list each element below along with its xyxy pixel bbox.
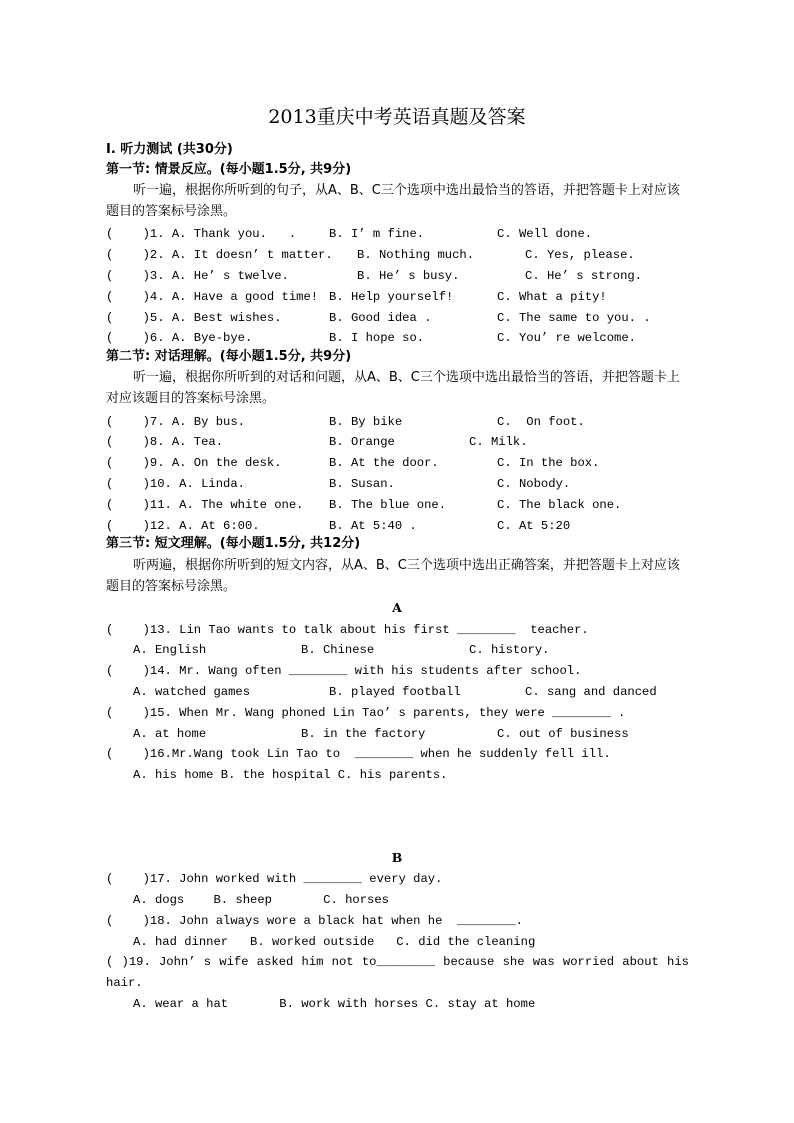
section-heading: 第二节: 对话理解。(每小题1.5分, 共9分) (106, 349, 352, 364)
question-option-c: C. On foot. (497, 415, 585, 429)
question-option-a: A. English (133, 643, 207, 657)
question-row (106, 682, 706, 702)
question-stem (106, 744, 706, 764)
instruction-text: 听一遍，根据你所听到的句子，从A、B、C三个选项中选出最恰当的答语，并把答题卡上对应该题目的答案标号涂黑。 (106, 183, 680, 219)
question-option-a: A. at home (133, 727, 207, 741)
passage-label-a: A (392, 600, 402, 615)
question-option-b: B. in the factory (301, 727, 426, 741)
question-option-a: ( )4. A. Have a good time! (106, 290, 319, 304)
question-option-c: C. Nobody. (497, 477, 571, 491)
question-option-a: ( )10. A. Linda. (106, 477, 245, 491)
question-option-c: C. In the box. (497, 456, 600, 470)
question-row (106, 453, 706, 473)
question-stem-text: ( )18. John always wore a black hat when he ________. (106, 914, 523, 928)
question-option-c: C. Well done. (497, 227, 593, 241)
part-heading: I. 听力测试 (共30分) (106, 142, 233, 157)
question-option-a: ( )1. A. Thank you. . (106, 227, 297, 241)
question-option-b: B. I’ m fine. (329, 227, 425, 241)
question-row (106, 640, 706, 660)
question-row (106, 890, 706, 910)
question-option-c: C. Yes, please. (525, 248, 635, 262)
question-option-b: B. I hope so. (329, 331, 425, 345)
question-row (106, 495, 706, 515)
instruction-text: 听两遍，根据你所听到的短文内容，从A、B、C三个选项中选出正确答案，并把答题卡上对应该题目的答案标号涂黑。 (106, 558, 680, 594)
question-option-c: C. Milk. (469, 435, 528, 449)
question-row (106, 432, 706, 452)
question-option-a: ( )8. A. Tea. (106, 435, 224, 449)
question-stem-text: ( )13. Lin Tao wants to talk about his first ________ teacher. (106, 623, 589, 637)
question-stem-text: ( )19. John’ s wife asked him not to________ because she was worried about his hair. (106, 955, 689, 990)
question-option-b: B. Good idea . (329, 311, 432, 325)
question-stem (106, 869, 706, 889)
question-option-c: C. You’ re welcome. (497, 331, 636, 345)
question-option-a: ( )12. A. At 6:00. (106, 519, 260, 533)
instruction-text: 听一遍，根据你所听到的对话和问题，从A、B、C三个选项中选出最恰当的答语，并把答题卡上对应该题目的答案标号涂黑。 (106, 370, 680, 406)
passage-label-b: B (391, 850, 403, 865)
section-heading: 第三节: 短文理解。(每小题1.5分, 共12分) (106, 536, 361, 551)
question-option-c: C. out of business (497, 727, 629, 741)
section-heading: 第一节: 情景反应。(每小题1.5分, 共9分) (106, 162, 352, 177)
question-option-b: B. played football (329, 685, 461, 699)
question-option-b: B. Help yourself! (329, 290, 454, 304)
question-options: A. his home B. the hospital C. his parents. (133, 768, 448, 782)
question-option-c: C. He’ s strong. (525, 269, 643, 283)
question-row (106, 308, 706, 328)
question-row (106, 994, 706, 1014)
question-row (106, 245, 706, 265)
question-option-a: ( )2. A. It doesn’ t matter. (106, 248, 333, 262)
question-option-c: C. sang and danced (525, 685, 657, 699)
question-option-b: B. Susan. (329, 477, 395, 491)
question-row (106, 328, 706, 348)
question-stem (106, 661, 706, 681)
question-row (106, 266, 706, 286)
question-option-a: ( )3. A. He’ s twelve. (106, 269, 289, 283)
question-option-c: C. history. (469, 643, 550, 657)
question-stem-text: ( )15. When Mr. Wang phoned Lin Tao’ s parents, they were ________ . (106, 706, 626, 720)
question-options: A. dogs B. sheep C. horses (133, 893, 389, 907)
question-option-b: B. At 5:40 . (329, 519, 417, 533)
question-option-c: C. What a pity! (497, 290, 607, 304)
question-option-b: B. Orange (329, 435, 395, 449)
question-options: A. had dinner B. worked outside C. did the cleaning (133, 935, 536, 949)
question-options: A. wear a hat B. work with horses C. stay at home (133, 997, 536, 1011)
question-row (106, 287, 706, 307)
question-stem (106, 911, 706, 931)
question-row (106, 474, 706, 494)
page-title: 2013重庆中考英语真题及答案 (268, 106, 526, 128)
question-option-b: B. He’ s busy. (357, 269, 460, 283)
question-option-b: B. Nothing much. (357, 248, 475, 262)
question-option-b: B. The blue one. (329, 498, 447, 512)
question-stem (106, 703, 706, 723)
question-option-c: C. At 5:20 (497, 519, 571, 533)
question-option-c: C. The black one. (497, 498, 622, 512)
question-option-a: ( )5. A. Best wishes. (106, 311, 282, 325)
question-row (106, 932, 706, 952)
question-option-a: ( )11. A. The white one. (106, 498, 304, 512)
question-option-a: ( )7. A. By bus. (106, 415, 245, 429)
question-stem-text: ( )17. John worked with ________ every day. (106, 872, 443, 886)
question-option-b: B. Chinese (301, 643, 375, 657)
question-row (106, 224, 706, 244)
question-stem-text: ( )16.Mr.Wang took Lin Tao to ________ when he suddenly fell ill. (106, 747, 611, 761)
question-row (106, 516, 706, 536)
question-option-a: ( )6. A. Bye-bye. (106, 331, 253, 345)
question-option-c: C. The same to you. . (497, 311, 651, 325)
question-option-a: ( )9. A. On the desk. (106, 456, 282, 470)
question-option-b: B. By bike (329, 415, 403, 429)
question-stem (106, 620, 706, 640)
question-row (106, 765, 706, 785)
question-row (106, 724, 706, 744)
question-stem-text: ( )14. Mr. Wang often ________ with his students after school. (106, 664, 582, 678)
question-option-a: A. watched games (133, 685, 251, 699)
question-option-b: B. At the door. (329, 456, 439, 470)
question-row (106, 412, 706, 432)
